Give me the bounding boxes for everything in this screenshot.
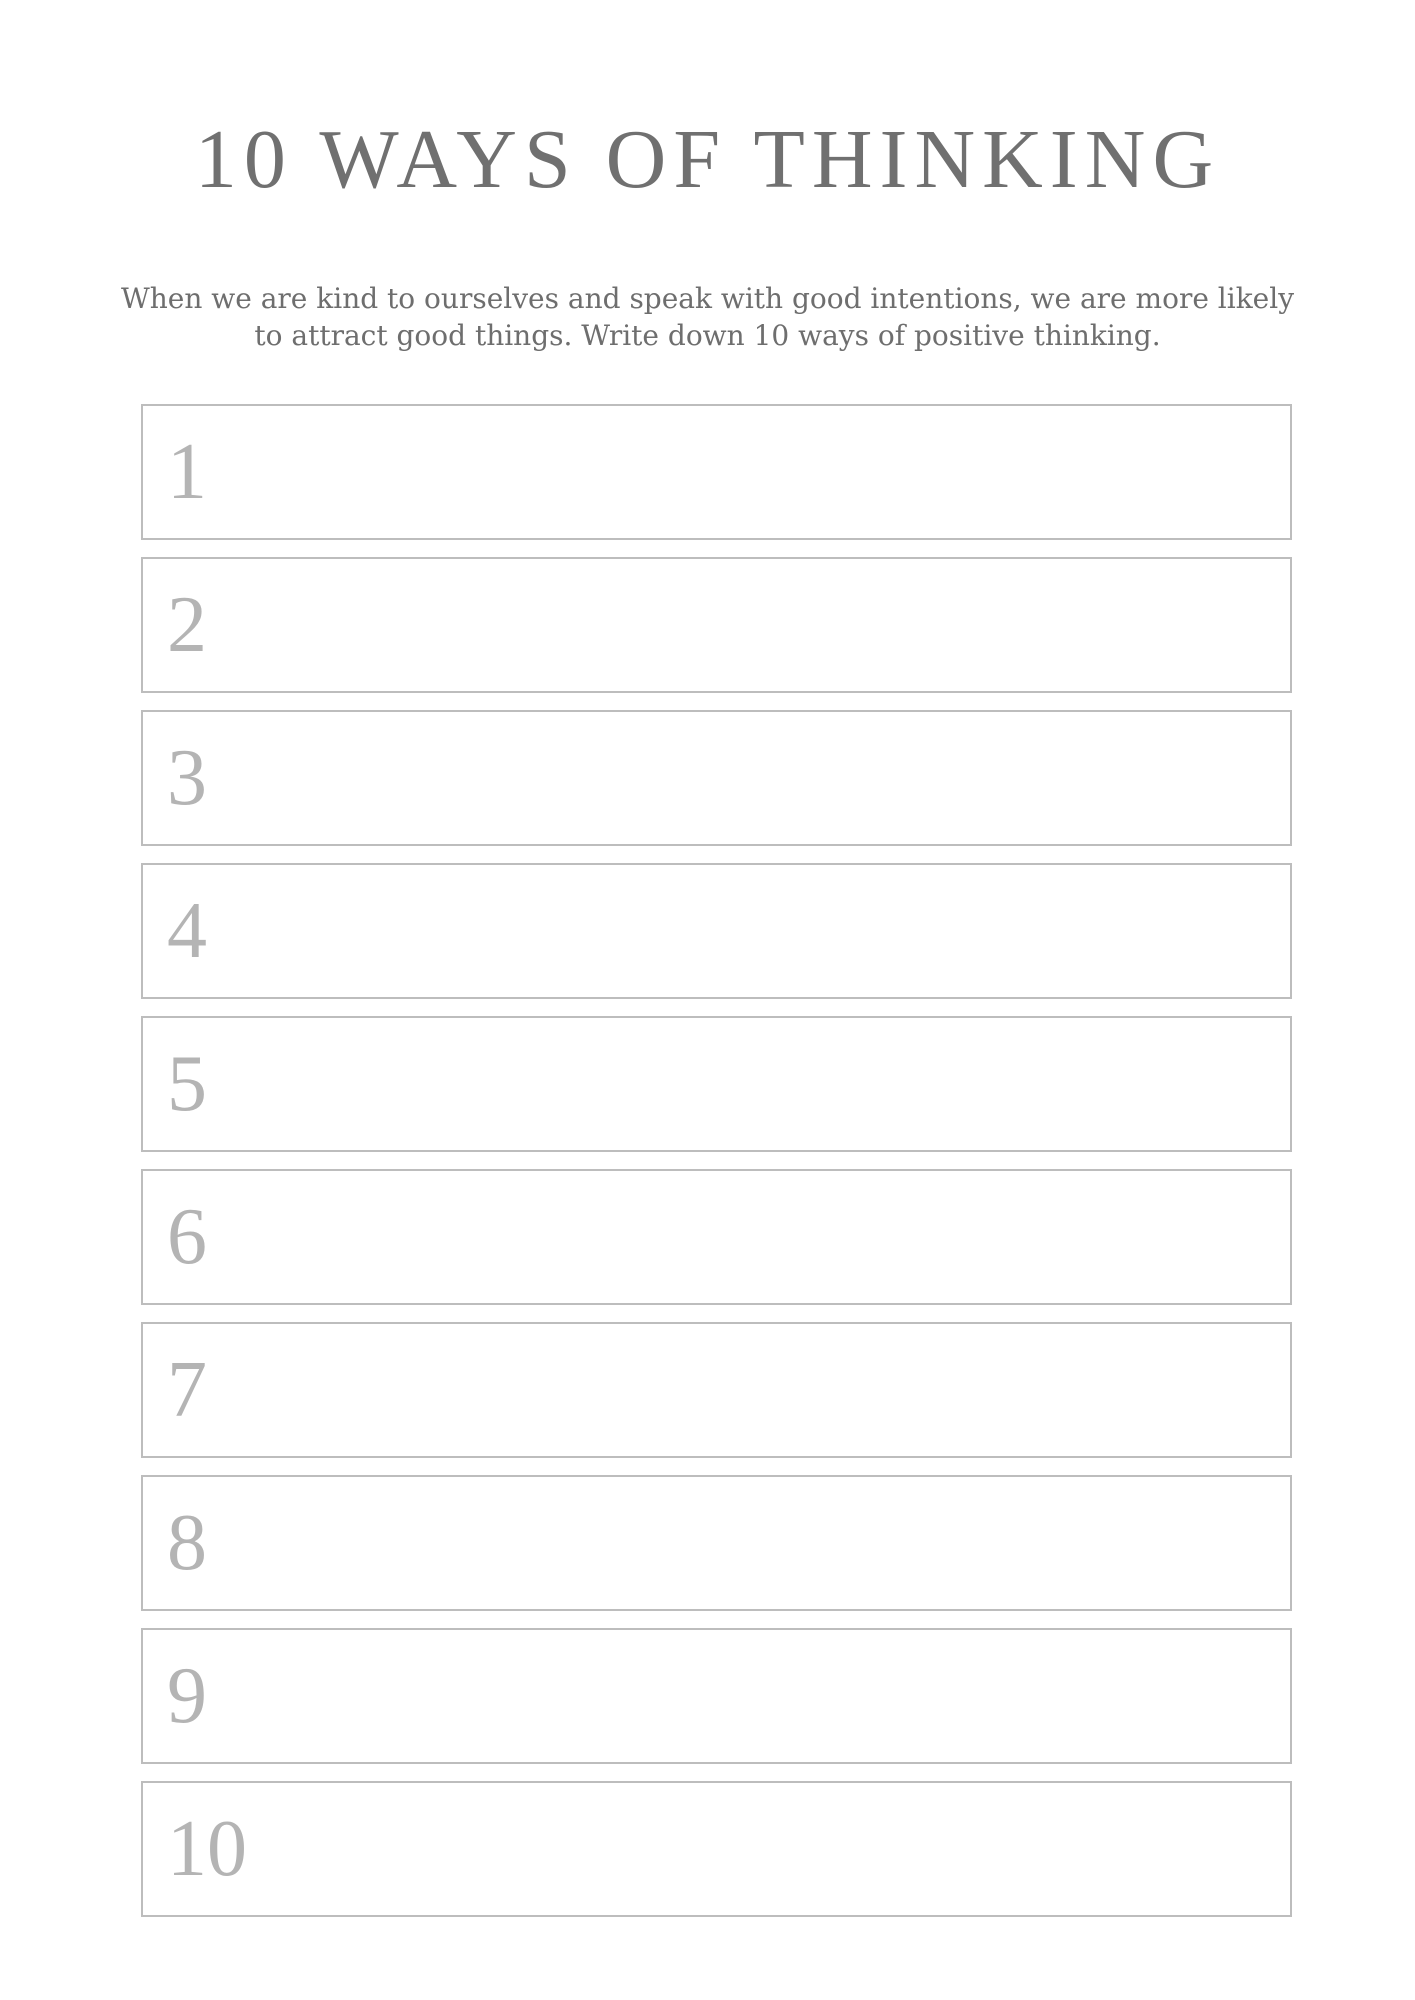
entry-number: 7 [167,1346,207,1434]
entry-box-6[interactable] [141,1169,1292,1305]
entry-number: 8 [167,1499,207,1587]
page-title: 10 WAYS OF THINKING [194,113,1221,206]
entry-box-9[interactable] [141,1628,1292,1764]
entry-number: 5 [167,1040,207,1128]
entry-box-7[interactable] [141,1322,1292,1458]
entry-box-4[interactable] [141,863,1292,999]
entry-number: 4 [167,887,207,975]
entry-box-2[interactable] [141,557,1292,693]
entry-list [141,404,1292,1934]
entry-box-8[interactable] [141,1475,1292,1611]
entry-number: 3 [167,734,207,822]
entry-number: 10 [167,1805,247,1893]
entry-number: 6 [167,1193,207,1281]
entry-box-5[interactable] [141,1016,1292,1152]
instructions-text: When we are kind to ourselves and speak with good intentions, we are more likely to attract good things. Write down 10 ways of positive thinking. [120,282,1295,352]
entry-number: 1 [167,428,207,516]
entry-box-3[interactable] [141,710,1292,846]
entry-number: 2 [167,581,207,669]
entry-number: 9 [167,1652,207,1740]
entry-box-10[interactable] [141,1781,1292,1917]
entry-box-1[interactable] [141,404,1292,540]
